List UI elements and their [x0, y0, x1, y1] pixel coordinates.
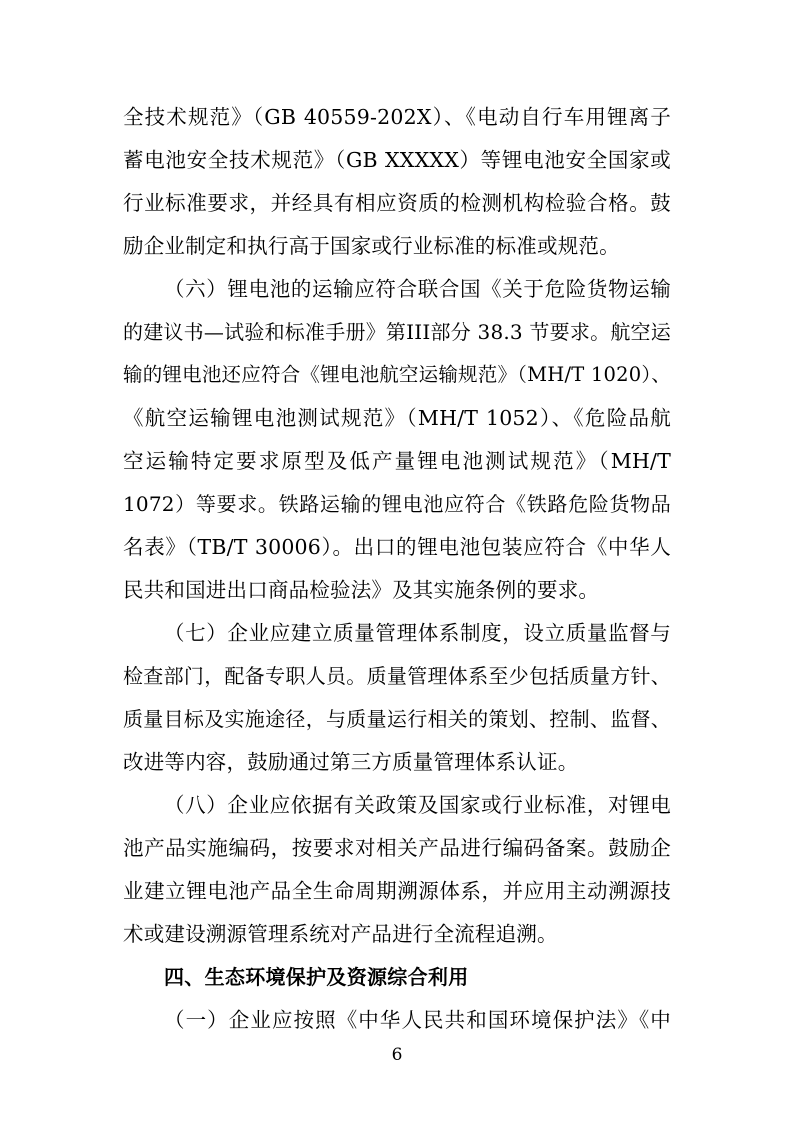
paragraph-line-6: 的建议书—试验和标准手册》第III部分 38.3 节要求。航空运 — [123, 320, 671, 344]
paragraph-line-7: 输的锂电池还应符合《锂电池航空运输规范》（MH/T 1020）、 — [123, 363, 671, 386]
paragraph-line-15: 质量目标及实施途径，与质量运行相关的策划、控制、监督、 — [123, 707, 671, 731]
paragraph-line-1: 全技术规范》（GB 40559-202X）、《电动自行车用锂离子 — [123, 105, 671, 129]
page-number: 6 — [391, 1045, 403, 1065]
paragraph-line-3: 行业标准要求，并经具有相应资质的检测机构检验合格。鼓 — [123, 191, 671, 215]
paragraph-line-16: 改进等内容，鼓励通过第三方质量管理体系认证。 — [123, 750, 579, 774]
paragraph-line-2: 蓄电池安全技术规范》（GB XXXXX）等锂电池安全国家或 — [123, 148, 671, 172]
paragraph-line-11: 名表》（TB/T 30006）。出口的锂电池包装应符合《中华人 — [123, 535, 671, 559]
paragraph-line-5: （六）锂电池的运输应符合联合国《关于危险货物运输 — [164, 277, 671, 301]
section-heading: 四、生态环境保护及资源综合利用 — [164, 965, 469, 989]
paragraph-line-9: 空运输特定要求原型及低产量锂电池测试规范》（MH/T — [123, 449, 671, 473]
paragraph-line-13: （七）企业应建立质量管理体系制度，设立质量监督与 — [164, 621, 671, 645]
paragraph-line-22: （一）企业应按照《中华人民共和国环境保护法》《中 — [164, 1008, 671, 1032]
paragraph-line-12: 民共和国进出口商品检验法》及其实施条例的要求。 — [123, 578, 600, 602]
paragraph-line-20: 术或建设溯源管理系统对产品进行全流程追溯。 — [123, 922, 558, 946]
paragraph-line-17: （八）企业应依据有关政策及国家或行业标准，对锂电 — [164, 793, 671, 817]
paragraph-line-14: 检查部门，配备专职人员。质量管理体系至少包括质量方针、 — [123, 664, 671, 688]
paragraph-line-18: 池产品实施编码，按要求对相关产品进行编码备案。鼓励企 — [123, 836, 671, 860]
paragraph-line-10: 1072）等要求。铁路运输的锂电池应符合《铁路危险货物品 — [123, 492, 671, 516]
paragraph-line-19: 业建立锂电池产品全生命周期溯源体系，并应用主动溯源技 — [123, 879, 671, 903]
paragraph-line-8: 《航空运输锂电池测试规范》（MH/T 1052）、《危险品航 — [123, 406, 671, 430]
paragraph-line-4: 励企业制定和执行高于国家或行业标准的标准或规范。 — [123, 234, 620, 258]
